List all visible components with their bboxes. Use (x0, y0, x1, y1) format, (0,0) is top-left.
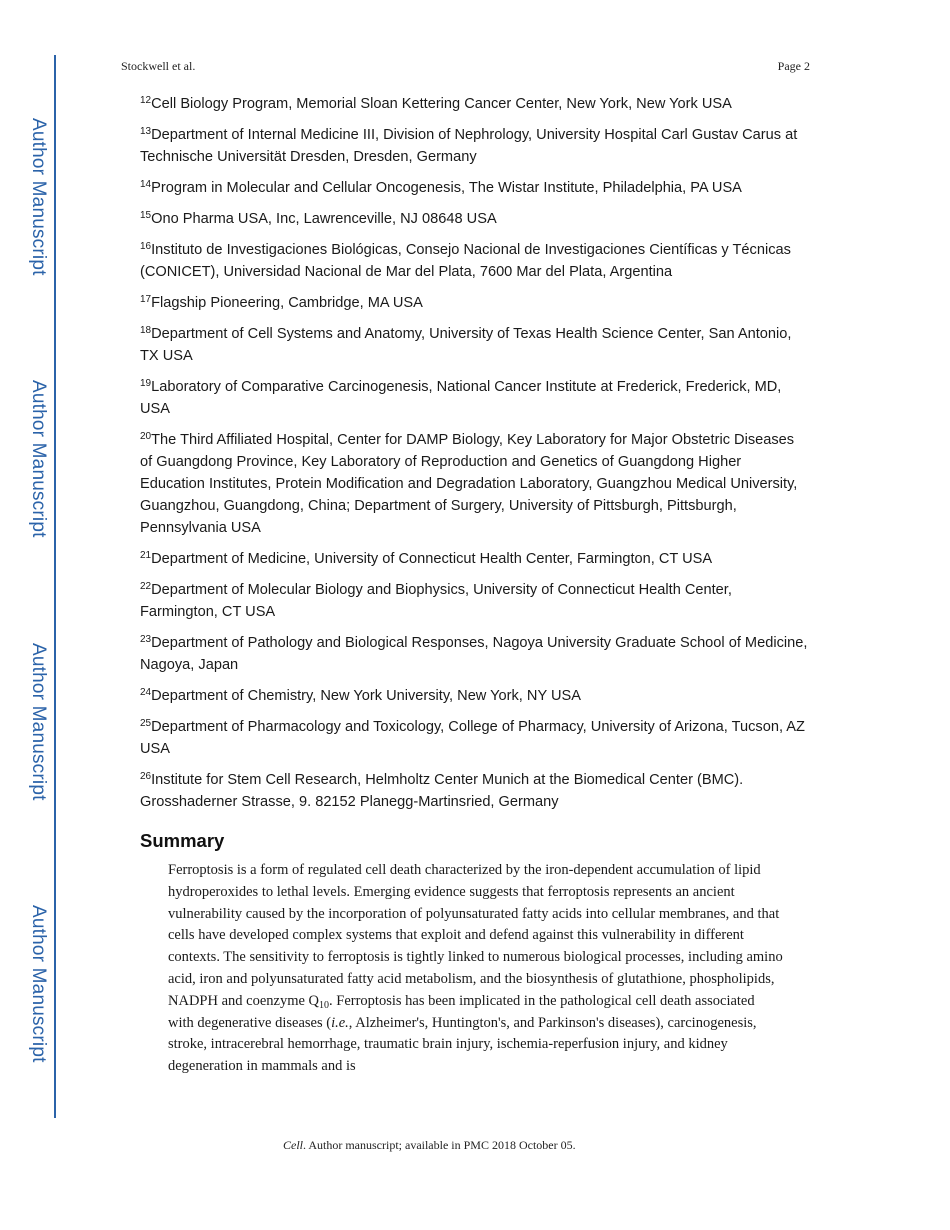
footer-text: . Author manuscript; available in PMC 2018 October 05. (303, 1138, 576, 1152)
affiliation-text: Department of Medicine, University of Connecticut Health Center, Farmington, CT USA (151, 551, 713, 567)
affiliation-text: Ono Pharma USA, Inc, Lawrenceville, NJ 08648 USA (151, 211, 497, 227)
summary-text: , Alzheimer's, Huntington's, and Parkinson's diseases), carcinogenesis, stroke, intracerebral hemorrhage, traumatic brain injury, ischemia-reperfusion injury, and kidney degeneration in mammals and is (168, 1014, 757, 1075)
page-number: Page 2 (777, 59, 810, 73)
affiliation-text: Department of Molecular Biology and Biophysics, University of Connecticut Health Center, Farmington, CT USA (140, 582, 732, 620)
affiliation-text: Department of Cell Systems and Anatomy, University of Texas Health Science Center, San Antonio, TX USA (140, 326, 792, 364)
affiliation-item (140, 292, 810, 314)
affiliation-text: Instituto de Investigaciones Biológicas, Consejo Nacional de Investigaciones Científicas y Técnicas (CONICET), Universidad Nacional de Mar del Plata, 7600 Mar del Plata, Argentina (140, 242, 791, 280)
affiliation-number: 21 (140, 550, 152, 561)
affiliation-item (140, 93, 810, 115)
affiliation-text: Department of Pharmacology and Toxicology, College of Pharmacy, University of Arizona, Tucson, AZ USA (140, 719, 805, 757)
affiliation-text: Department of Internal Medicine III, Division of Nephrology, University Hospital Carl Gustav Carus at Technische Universität Dresden, Dresden, Germany (140, 127, 798, 165)
running-head-authors: Stockwell et al. (121, 59, 196, 73)
footer-citation (283, 1138, 576, 1153)
footer-journal: Cell (283, 1138, 303, 1152)
affiliation-text: Department of Pathology and Biological Responses, Nagoya University Graduate School of Medicine, Nagoya, Japan (140, 635, 808, 673)
affiliation-number: 12 (140, 95, 152, 106)
affiliation-item (140, 769, 810, 813)
affiliation-item (140, 632, 810, 676)
affiliation-number: 24 (140, 687, 152, 698)
affiliation-number: 13 (140, 126, 152, 137)
affiliation-text: Department of Chemistry, New York University, New York, NY USA (151, 688, 581, 704)
affiliation-number: 20 (140, 431, 152, 442)
affiliation-item (140, 429, 810, 539)
affiliation-item (140, 716, 810, 760)
affiliation-text: The Third Affiliated Hospital, Center for DAMP Biology, Key Laboratory for Major Obstetric Diseases of Guangdong Province, Key Laboratory of Reproduction and Genetics of Guangdong Higher Education Institutes, Protein Modification and Degradation Laboratory, Guangzhou Medical University, Guangzhou, Guangdong, China; Department of Surgery, University of Pittsburgh, Pittsburgh, Pennsylvania USA (140, 432, 798, 536)
affiliation-text: Laboratory of Comparative Carcinogenesis, National Cancer Institute at Frederick, Frederick, MD, USA (140, 379, 782, 417)
affiliation-item (140, 239, 810, 283)
affiliation-number: 23 (140, 634, 152, 645)
summary-body (168, 860, 784, 1078)
sidebar-rule (54, 55, 56, 1118)
summary-italic: i.e. (331, 1014, 349, 1031)
affiliation-number: 18 (140, 325, 152, 336)
summary-heading: Summary (140, 830, 225, 851)
affiliation-number: 22 (140, 581, 152, 592)
affiliation-item (140, 124, 810, 168)
affiliation-item (140, 323, 810, 367)
affiliation-number: 14 (140, 179, 152, 190)
affiliation-item (140, 579, 810, 623)
affiliation-number: 19 (140, 378, 152, 389)
affiliation-item (140, 177, 810, 199)
affiliation-item (140, 208, 810, 230)
affiliation-item (140, 548, 810, 570)
affiliation-number: 15 (140, 210, 152, 221)
summary-text: . Ferroptosis has been implicated in the pathological cell death associated with degenerative diseases ( (168, 992, 755, 1031)
affiliation-text: Institute for Stem Cell Research, Helmholtz Center Munich at the Biomedical Center (BMC). Grosshaderner Strasse, 9. 82152 Planegg-Martinsried, Germany (140, 772, 744, 810)
affiliation-text: Cell Biology Program, Memorial Sloan Kettering Cancer Center, New York, New York USA (151, 96, 732, 112)
affiliation-list (140, 93, 810, 822)
affiliation-item (140, 376, 810, 420)
affiliation-text: Program in Molecular and Cellular Oncogenesis, The Wistar Institute, Philadelphia, PA USA (151, 180, 742, 196)
affiliation-number: 26 (140, 771, 152, 782)
summary-subscript: 10 (319, 999, 330, 1011)
affiliation-item (140, 685, 810, 707)
summary-text: Ferroptosis is a form of regulated cell death characterized by the iron-dependent accumulation of lipid hydroperoxides to lethal levels. Emerging evidence suggests that ferroptosis represents an ancient vulnerability caused by the incorporation of polyunsaturated fatty acids into cellular membranes, and that cells have developed complex systems that exploit and defend against this vulnerability in different contexts. The sensitivity to ferroptosis is tightly linked to numerous biological processes, including amino acid, iron and polyunsaturated fatty acid metabolism, and the biosynthesis of glutathione, phospholipids, NADPH and coenzyme Q (168, 862, 783, 1009)
affiliation-number: 25 (140, 718, 152, 729)
affiliation-number: 16 (140, 241, 152, 252)
affiliation-text: Flagship Pioneering, Cambridge, MA USA (151, 295, 423, 311)
affiliation-number: 17 (140, 294, 152, 305)
